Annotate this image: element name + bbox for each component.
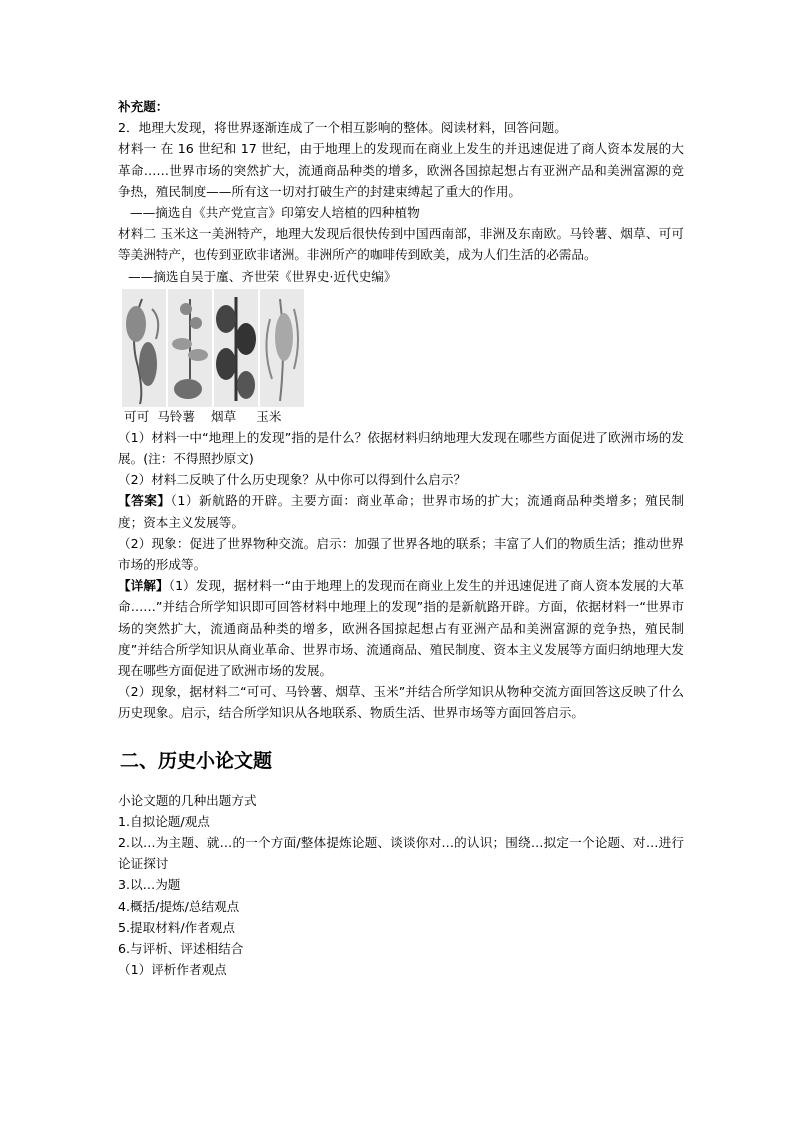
supplement-title: 补充题：: [118, 99, 169, 114]
caption-cacao: 可可: [124, 408, 150, 424]
cacao-illustration: [122, 289, 166, 407]
answer-1: [118, 490, 684, 532]
tobacco-illustration: [214, 289, 258, 407]
method-item: 2.以…为主题、就…的一个方面/整体提炼论题、谈谈你对…的认识；围绕…拟定一个论题、对…进行论证探讨: [118, 835, 684, 872]
method-item: 1.自拟论题/观点: [118, 813, 210, 829]
question-intro: 2．地理大发现，将世界逐渐连成了一个相互影响的整体。阅读材料，回答问题。: [118, 120, 567, 136]
answer-2: （2）现象：促进了世界物种交流。启示：加强了世界各地的联系；丰富了人们的物质生活；推动世界市场的形成等。: [118, 535, 684, 573]
answer-label: 【答案】: [118, 493, 171, 509]
method-item: 3.以…为题: [118, 877, 181, 893]
detail-1-text: （1）发现，据材料一“由于地理上的发现而在商业上发生的并迅速促进了商人资本发展的大革命……”并结合所学知识即可回答材料中地理上的发现”指的是新航路开辟。方面，依据材料一“世界市场的突然扩大，流通商品种类的增多，欧洲各国掠起想占有亚洲产品和美洲富源的竞争热，殖民制度”并结合所学知识从商业革命、世界市场、流通商品、殖民制度、资本主义发展等方面归纳地理大发现在哪些方面促进了欧洲市场的发展。: [118, 578, 684, 679]
plant-captions: [124, 407, 684, 427]
method-item: 6.与评析、评述相结合: [118, 941, 244, 957]
potato-illustration: [168, 289, 212, 407]
document-page: [118, 96, 684, 981]
plant-illustrations: [122, 289, 684, 407]
question-1: （1）材料一中“地理上的发现”指的是什么？依据材料归纳地理大发现在哪些方面促进了欧洲市场的发展。(注：不得照抄原文): [118, 429, 684, 467]
methods-title: 小论文题的几种出题方式: [118, 792, 257, 808]
material-one: 材料一 在 16 世纪和 17 世纪，由于地理上的发现而在商业上发生的并迅速促进了商人资本发展的大革命……世界市场的突然扩大，流通商品种类的增多，欧洲各国掠起想占有亚洲产品和美洲富源的竞争热，殖民制度——所有这一切对打破生产的封建束缚起了重大的作用。: [118, 141, 684, 199]
caption-corn: 玉米: [256, 408, 282, 424]
material-two: 材料二 玉米这一美洲特产，地理大发现后很快传到中国西南部，非洲及东南欧。马铃薯、烟草、可可等美洲特产，也传到亚欧非诸洲。非洲所产的咖啡传到欧美，成为人们生活的必需品。: [118, 226, 684, 263]
answer-1-text: （1）新航路的开辟。主要方面：商业革命；世界市场的扩大；流通商品种类增多；殖民制度；资本主义发展等。: [118, 493, 685, 530]
detail-label: 【详解】: [118, 578, 169, 594]
detail-1: [118, 575, 684, 681]
method-item: 4.概括/提炼/总结观点: [118, 898, 240, 914]
method-item: 5.提取材料/作者观点: [118, 919, 236, 935]
source-one: ——摘选自《共产党宣言》印第安人培植的四种植物: [130, 205, 420, 221]
section-2-title: 二、历史小论文题: [120, 749, 273, 772]
detail-2: （2）现象，据材料二“可可、马铃薯、烟草、玉米”并结合所学知识从物种交流方面回答这反映了什么历史现象。启示，结合所学知识从各地联系、物质生活、世界市场等方面回答启示。: [118, 684, 684, 721]
method-item: （1）评析作者观点: [118, 962, 227, 978]
question-2: （2）材料二反映了什么历史现象？从中你可以得到什么启示？: [118, 472, 467, 488]
caption-potato: 马铃薯: [157, 408, 195, 424]
corn-illustration: [260, 289, 304, 407]
source-two: ——摘选自吴于廑、齐世荣《世界史·近代史编》: [128, 268, 397, 284]
caption-tobacco: 烟草: [211, 408, 237, 424]
